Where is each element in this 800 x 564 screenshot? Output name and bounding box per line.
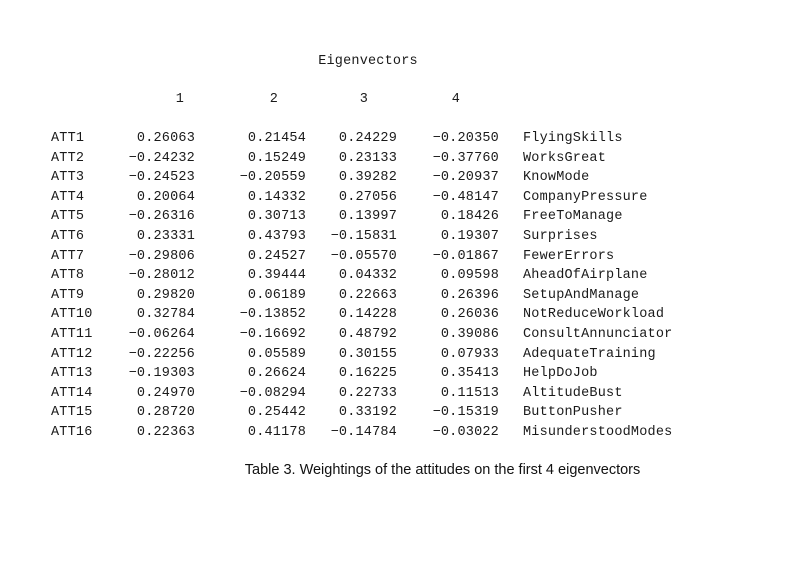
attitude-name: Surprises — [523, 228, 598, 244]
table-row — [0, 168, 800, 188]
row-label: ATT13 — [51, 366, 93, 382]
attitude-name: FreeToManage — [523, 209, 623, 225]
table-row — [0, 266, 800, 286]
attitude-name: AltitudeBust — [523, 385, 623, 401]
table-row — [0, 207, 800, 227]
row-label: ATT16 — [51, 424, 93, 440]
eigenvector-value-2: −0.20559 — [239, 170, 306, 186]
eigenvector-value-3: 0.33192 — [338, 405, 397, 421]
eigenvector-table-body — [0, 129, 800, 443]
eigenvector-value-2: −0.16692 — [239, 326, 306, 342]
eigenvector-value-4: 0.26036 — [440, 307, 499, 323]
attitude-name: FlyingSkills — [523, 131, 623, 146]
table-row — [0, 305, 800, 325]
table-row — [0, 325, 800, 345]
row-label: ATT14 — [51, 385, 93, 401]
eigenvector-value-3: 0.48792 — [338, 326, 397, 342]
eigenvector-value-4: −0.03022 — [432, 424, 499, 440]
row-label: ATT9 — [51, 287, 85, 303]
table-row — [0, 345, 800, 365]
eigenvector-value-4: 0.07933 — [440, 346, 499, 362]
attitude-name: MisunderstoodModes — [523, 424, 673, 440]
table-row — [0, 188, 800, 208]
table-row — [0, 286, 800, 306]
table-row — [0, 227, 800, 247]
row-label: ATT15 — [51, 405, 93, 421]
column-header-4: 4 — [451, 92, 460, 107]
row-label: ATT4 — [51, 189, 85, 205]
eigenvector-value-1: −0.22256 — [128, 346, 195, 362]
eigenvector-value-3: 0.30155 — [338, 346, 397, 362]
attitude-name: ButtonPusher — [523, 405, 623, 421]
eigenvector-value-1: 0.28720 — [136, 405, 195, 421]
table-row — [0, 247, 800, 267]
table-row — [0, 364, 800, 384]
eigenvector-value-2: 0.30713 — [247, 209, 306, 225]
eigenvector-value-2: 0.05589 — [247, 346, 306, 362]
eigenvector-value-2: 0.21454 — [247, 131, 306, 146]
eigenvector-value-2: 0.06189 — [247, 287, 306, 303]
eigenvector-value-4: 0.09598 — [440, 268, 499, 284]
eigenvector-value-4: 0.39086 — [440, 326, 499, 342]
eigenvector-value-1: 0.29820 — [136, 287, 195, 303]
eigenvector-value-4: −0.48147 — [432, 189, 499, 205]
eigenvector-value-2: 0.15249 — [247, 150, 306, 166]
eigenvector-value-3: 0.24229 — [338, 131, 397, 146]
row-label: ATT5 — [51, 209, 85, 225]
eigenvector-value-2: 0.26624 — [247, 366, 306, 382]
column-header-2: 2 — [269, 92, 278, 107]
eigenvector-value-1: 0.22363 — [136, 424, 195, 440]
column-header-row — [0, 92, 800, 112]
table-row — [0, 129, 800, 149]
eigenvector-value-2: −0.13852 — [239, 307, 306, 323]
table-title: Eigenvectors — [318, 54, 418, 69]
eigenvector-value-2: 0.39444 — [247, 268, 306, 284]
row-label: ATT11 — [51, 326, 93, 342]
row-label: ATT7 — [51, 248, 85, 264]
attitude-name: HelpDoJob — [523, 366, 598, 382]
eigenvector-value-1: 0.20064 — [136, 189, 195, 205]
table-row — [0, 149, 800, 169]
eigenvector-value-1: −0.29806 — [128, 248, 195, 264]
eigenvector-value-3: 0.16225 — [338, 366, 397, 382]
eigenvector-value-4: 0.26396 — [440, 287, 499, 303]
row-label: ATT8 — [51, 268, 85, 284]
eigenvector-value-4: 0.11513 — [440, 385, 499, 401]
table-row — [0, 384, 800, 404]
eigenvector-value-2: 0.43793 — [247, 228, 306, 244]
row-label: ATT3 — [51, 170, 85, 186]
eigenvector-value-2: −0.08294 — [239, 385, 306, 401]
eigenvector-value-4: −0.15319 — [432, 405, 499, 421]
eigenvector-value-1: 0.26063 — [136, 131, 195, 146]
attitude-name: WorksGreat — [523, 150, 607, 166]
eigenvector-value-4: 0.19307 — [440, 228, 499, 244]
attitude-name: AdequateTraining — [523, 346, 656, 362]
eigenvector-value-4: −0.20350 — [432, 131, 499, 146]
eigenvector-value-1: −0.28012 — [128, 268, 195, 284]
eigenvector-value-4: −0.37760 — [432, 150, 499, 166]
attitude-name: NotReduceWorkload — [523, 307, 665, 323]
eigenvector-value-2: 0.24527 — [247, 248, 306, 264]
table-row — [0, 423, 800, 443]
table-caption: Table 3. Weightings of the attitudes on the first 4 eigenvectors — [244, 462, 641, 478]
eigenvector-value-3: 0.22733 — [338, 385, 397, 401]
eigenvector-value-3: 0.23133 — [338, 150, 397, 166]
eigenvector-value-4: 0.35413 — [440, 366, 499, 382]
eigenvector-value-1: −0.24523 — [128, 170, 195, 186]
row-label: ATT12 — [51, 346, 93, 362]
eigenvector-value-3: 0.27056 — [338, 189, 397, 205]
eigenvector-value-3: 0.22663 — [338, 287, 397, 303]
eigenvector-value-2: 0.25442 — [247, 405, 306, 421]
eigenvector-value-3: 0.14228 — [338, 307, 397, 323]
column-header-1: 1 — [175, 92, 184, 107]
eigenvector-value-2: 0.41178 — [247, 424, 306, 440]
eigenvector-value-3: 0.13997 — [338, 209, 397, 225]
eigenvector-value-4: −0.20937 — [432, 170, 499, 186]
eigenvector-value-1: 0.23331 — [136, 228, 195, 244]
eigenvector-value-1: 0.32784 — [136, 307, 195, 323]
attitude-name: CompanyPressure — [523, 189, 648, 205]
eigenvector-value-3: 0.04332 — [338, 268, 397, 284]
eigenvector-value-1: −0.06264 — [128, 326, 195, 342]
attitude-name: KnowMode — [523, 170, 590, 186]
eigenvector-value-4: −0.01867 — [432, 248, 499, 264]
attitude-name: AheadOfAirplane — [523, 268, 648, 284]
eigenvector-value-3: 0.39282 — [338, 170, 397, 186]
table-row — [0, 403, 800, 423]
attitude-name: SetupAndManage — [523, 287, 640, 303]
row-label: ATT10 — [51, 307, 93, 323]
attitude-name: ConsultAnnunciator — [523, 326, 673, 342]
row-label: ATT2 — [51, 150, 85, 166]
eigenvector-value-3: −0.15831 — [330, 228, 397, 244]
row-label: ATT6 — [51, 228, 85, 244]
eigenvector-value-1: −0.26316 — [128, 209, 195, 225]
column-header-3: 3 — [359, 92, 368, 107]
eigenvector-value-1: −0.24232 — [128, 150, 195, 166]
eigenvector-value-4: 0.18426 — [440, 209, 499, 225]
attitude-name: FewerErrors — [523, 248, 615, 264]
eigenvector-value-3: −0.14784 — [330, 424, 397, 440]
eigenvector-value-1: 0.24970 — [136, 385, 195, 401]
eigenvector-value-3: −0.05570 — [330, 248, 397, 264]
eigenvector-value-2: 0.14332 — [247, 189, 306, 205]
row-label: ATT1 — [51, 131, 85, 146]
eigenvector-value-1: −0.19303 — [128, 366, 195, 382]
